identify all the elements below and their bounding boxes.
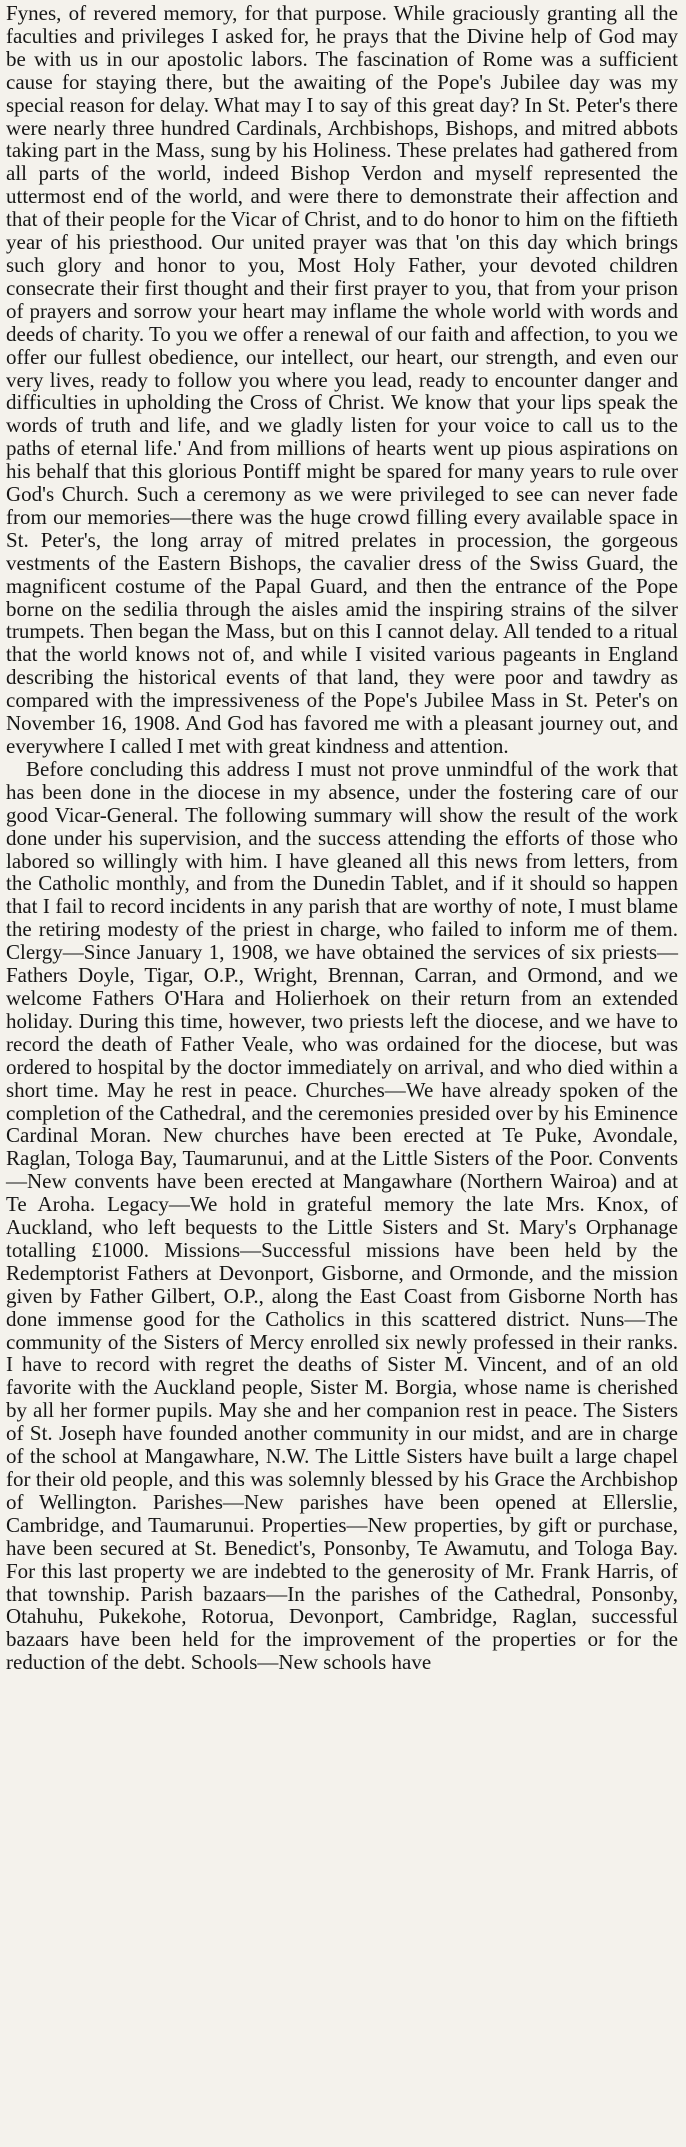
article-paragraph-1: Fynes, of revered memory, for that purpose. While graciously granting all the faculties and privileges I asked for, he prays that the Divine help of God may be with us in our apostolic labors. The fascination of Rome was a sufficient cause for staying there, but the awaiting of the Pope's Jubilee day was my special reason for delay. What may I to say of this great day? In St. Peter's there were nearly three hundred Cardinals, Archbishops, Bishops, and mitred abbots taking part in the Mass, sung by his Holiness. These prelates had gathered from all parts of the world, indeed Bishop Verdon and myself represented the uttermost end of the world, and were there to demonstrate their affection and that of their people for the Vicar of Christ, and to do honor to him on the fiftieth year of his priesthood. Our united prayer was that 'on this day which brings such glory and honor to you, Most Holy Father, your devoted children consecrate their first thought and their first prayer to you, that from your prison of prayers and sorrow your heart may inflame the whole world with words and deeds of charity. To you we offer a renewal of our faith and affection, to you we offer our fullest obedience, our intellect, our heart, our strength, and even our very lives, ready to follow you where you lead, ready to encounter danger and difficulties in upholding the Cross of Christ. We know that your lips speak the words of truth and life, and we gladly listen for your voice to call us to the paths of eternal life.' And from millions of hearts went up pious aspirations on his behalf that this glorious Pontiff might be spared for many years to rule over God's Church. Such a ceremony as we were privileged to see can never fade from our memories—there was the huge crowd filling every available space in St. Peter's, the long array of mitred prelates in procession, the gorgeous vestments of the Eastern Bishops, the cavalier dress of the Swiss Guard, the magnificent costume of the Papal Guard, and then the entrance of the Pope borne on the sedilia through the aisles amid the inspiring strains of the silver trumpets. Then began the Mass, but on this I cannot delay. All tended to a ritual that the world knows not of, and while I visited various pageants in England describing the historical events of that land, they were poor and tawdry as compared with the impressiveness of the Pope's Jubilee Mass in St. Peter's on November 16, 1908. And God has favored me with a pleasant journey out, and everywhere I called I met with great kindness and attention.	[6, 1, 678, 758]
article-paragraph-2: Before concluding this address I must not prove unmindful of the work that has been done in the diocese in my absence, under the fostering care of our good Vicar-General. The following summary will show the result of the work done under his supervision, and the success attending the efforts of those who labored so willingly with him. I have gleaned all this news from letters, from the Catholic monthly, and from the Dunedin Tablet, and if it should so happen that I fail to record incidents in any parish that are worthy of note, I must blame the retiring modesty of the priest in charge, who failed to inform me of them. Clergy—Since January 1, 1908, we have obtained the services of six priests—Fathers Doyle, Tigar, O.P., Wright, Brennan, Carran, and Ormond, and we welcome Fathers O'Hara and Holierhoek on their return from an extended holiday. During this time, however, two priests left the diocese, and we have to record the death of Father Veale, who was ordained for the diocese, but was ordered to hospital by the doctor immediately on arrival, and who died within a short time. May he rest in peace. Churches—We have already spoken of the completion of the Cathedral, and the ceremonies presided over by his Eminence Cardinal Moran. New churches have been erected at Te Puke, Avondale, Raglan, Tologa Bay, Taumarunui, and at the Little Sisters of the Poor. Convents—New convents have been erected at Mangawhare (Northern Wairoa) and at Te Aroha. Legacy—We hold in grateful memory the late Mrs. Knox, of Auckland, who left bequests to the Little Sisters and St. Mary's Orphanage totalling £1000. Missions—Successful missions have been held by the Redemptorist Fathers at Devonport, Gisborne, and Ormonde, and the mission given by Father Gilbert, O.P., along the East Coast from Gisborne North has done immense good for the Catholics in this scattered district. Nuns—The community of the Sisters of Mercy enrolled six newly professed in their ranks. I have to record with regret the deaths of Sister M. Vincent, and of an old favorite with the Auckland people, Sister M. Borgia, whose name is cherished by all her former pupils. May she and her companion rest in peace. The Sisters of St. Joseph have founded another community in our midst, and are in charge of the school at Mangawhare, N.W. The Little Sisters have built a large chapel for their old people, and this was solemnly blessed by his Grace the Archbishop of Wellington. Parishes—New parishes have been opened at Ellerslie, Cambridge, and Taumarunui. Properties—New properties, by gift or purchase, have been secured at St. Benedict's, Ponsonby, Te Awamutu, and Tologa Bay. For this last property we are indebted to the generosity of Mr. Frank Harris, of that township. Parish bazaars—In the parishes of the Cathedral, Ponsonby, Otahuhu, Pukekohe, Rotorua, Devonport, Cambridge, Raglan, successful bazaars have been held for the improvement of the properties or for the reduction of the debt. Schools—New schools have	[6, 756, 678, 1675]
